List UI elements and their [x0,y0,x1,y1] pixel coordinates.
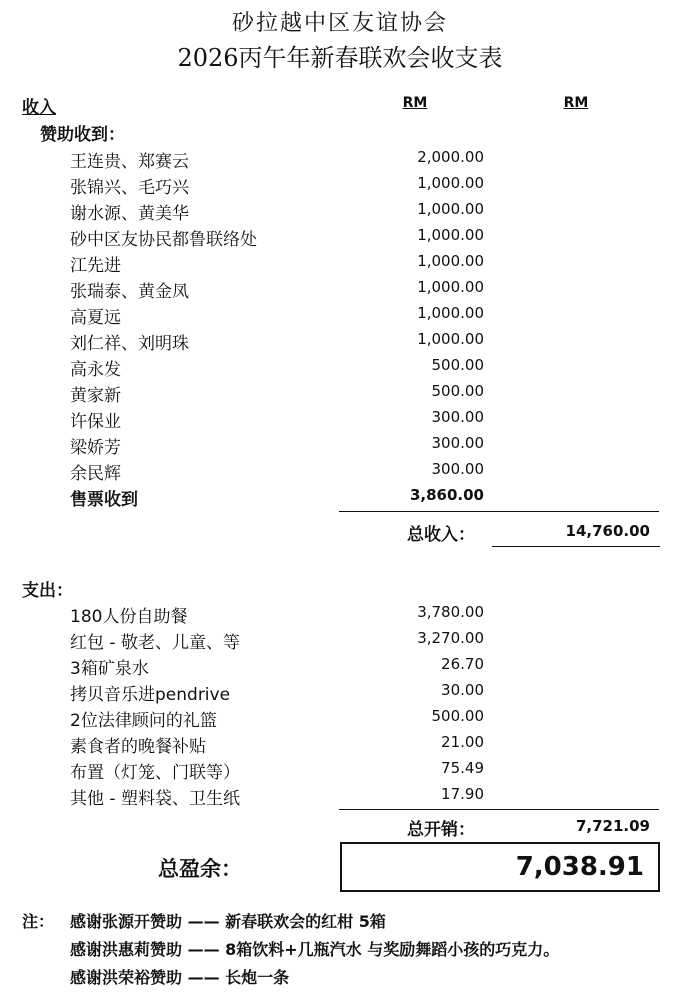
expense-name: 3箱矿泉水 [70,659,149,679]
sponsor-amount: 1,000.00 [417,174,484,192]
expense-name: 红包 - 敬老、儿童、等 [70,633,240,653]
expense-name: 180人份自助餐 [70,607,188,627]
total-income-underline [492,546,660,547]
sponsor-name: 张瑞泰、黄金凤 [70,282,189,302]
income-heading: 收入 [22,98,56,118]
expense-name: 素食者的晚餐补贴 [70,737,206,757]
page-title: 2026丙午年新春联欢会收支表 [177,44,503,72]
sponsor-amount: 300.00 [431,434,484,452]
ticket-sales-amount: 3,860.00 [409,486,484,504]
sponsor-amount: 2,000.00 [417,148,484,166]
sponsor-amount: 1,000.00 [417,226,484,244]
expense-name: 2位法律顾问的礼篮 [70,711,217,731]
rm-column-header-2: RM [563,95,589,111]
sponsor-amount: 500.00 [431,356,484,374]
total-expense-amount: 7,721.09 [575,817,650,835]
expense-amount: 3,780.00 [417,603,484,621]
organization-name: 砂拉越中区友谊协会 [231,11,448,36]
income-divider [339,511,659,512]
note-line: 感谢洪荣裕赞助 —— 长炮一条 [70,968,290,987]
sponsor-name: 砂中区友协民都鲁联络处 [70,230,257,250]
expense-amount: 500.00 [431,707,484,725]
sponsor-name: 高夏远 [70,308,121,328]
notes-prefix: 注： [22,912,55,931]
surplus-label: 总盈余： [158,857,242,881]
total-expense-label: 总开销： [407,820,475,840]
expense-name: 其他 - 塑料袋、卫生纸 [70,789,240,809]
sponsor-amount: 300.00 [431,408,484,426]
expense-amount: 17.90 [441,785,484,803]
sponsor-name: 谢水源、黄美华 [70,204,189,224]
surplus-amount: 7,038.91 [515,852,644,882]
sponsor-name: 黄家新 [70,386,121,406]
expense-amount: 30.00 [441,681,484,699]
sponsor-amount: 300.00 [431,460,484,478]
sponsor-name: 高永发 [70,360,121,380]
sponsor-amount: 1,000.00 [417,278,484,296]
sponsor-heading: 赞助收到： [40,125,125,145]
ticket-sales-label: 售票收到 [70,490,138,510]
sponsor-amount: 1,000.00 [417,304,484,322]
sponsor-amount: 1,000.00 [417,200,484,218]
expense-name: 拷贝音乐进pendrive [70,685,231,705]
sponsor-name: 江先进 [70,256,121,276]
sponsor-amount: 1,000.00 [417,252,484,270]
note-line: 感谢张源开赞助 —— 新春联欢会的红柑 5箱 [70,912,386,931]
sponsor-amount: 500.00 [431,382,484,400]
sponsor-name: 王连贵、郑赛云 [70,152,189,172]
expense-amount: 21.00 [441,733,484,751]
sponsor-name: 刘仁祥、刘明珠 [70,334,189,354]
sponsor-amount: 1,000.00 [417,330,484,348]
total-income-label: 总收入： [407,525,475,545]
total-income-amount: 14,760.00 [565,522,650,540]
expense-name: 布置（灯笼、门联等） [70,763,240,783]
expense-heading: 支出： [22,581,73,601]
expense-amount: 75.49 [441,759,484,777]
sponsor-name: 许保业 [70,412,121,432]
sponsor-name: 梁娇芳 [70,438,121,458]
rm-column-header-1: RM [402,95,428,111]
expense-amount: 26.70 [441,655,484,673]
sponsor-name: 余民辉 [70,464,121,484]
sponsor-name: 张锦兴、毛巧兴 [70,178,189,198]
expense-divider [339,809,659,810]
note-line: 感谢洪惠莉赞助 —— 8箱饮料+几瓶汽水 与奖励舞蹈小孩的巧克力。 [70,940,560,959]
expense-amount: 3,270.00 [417,629,484,647]
